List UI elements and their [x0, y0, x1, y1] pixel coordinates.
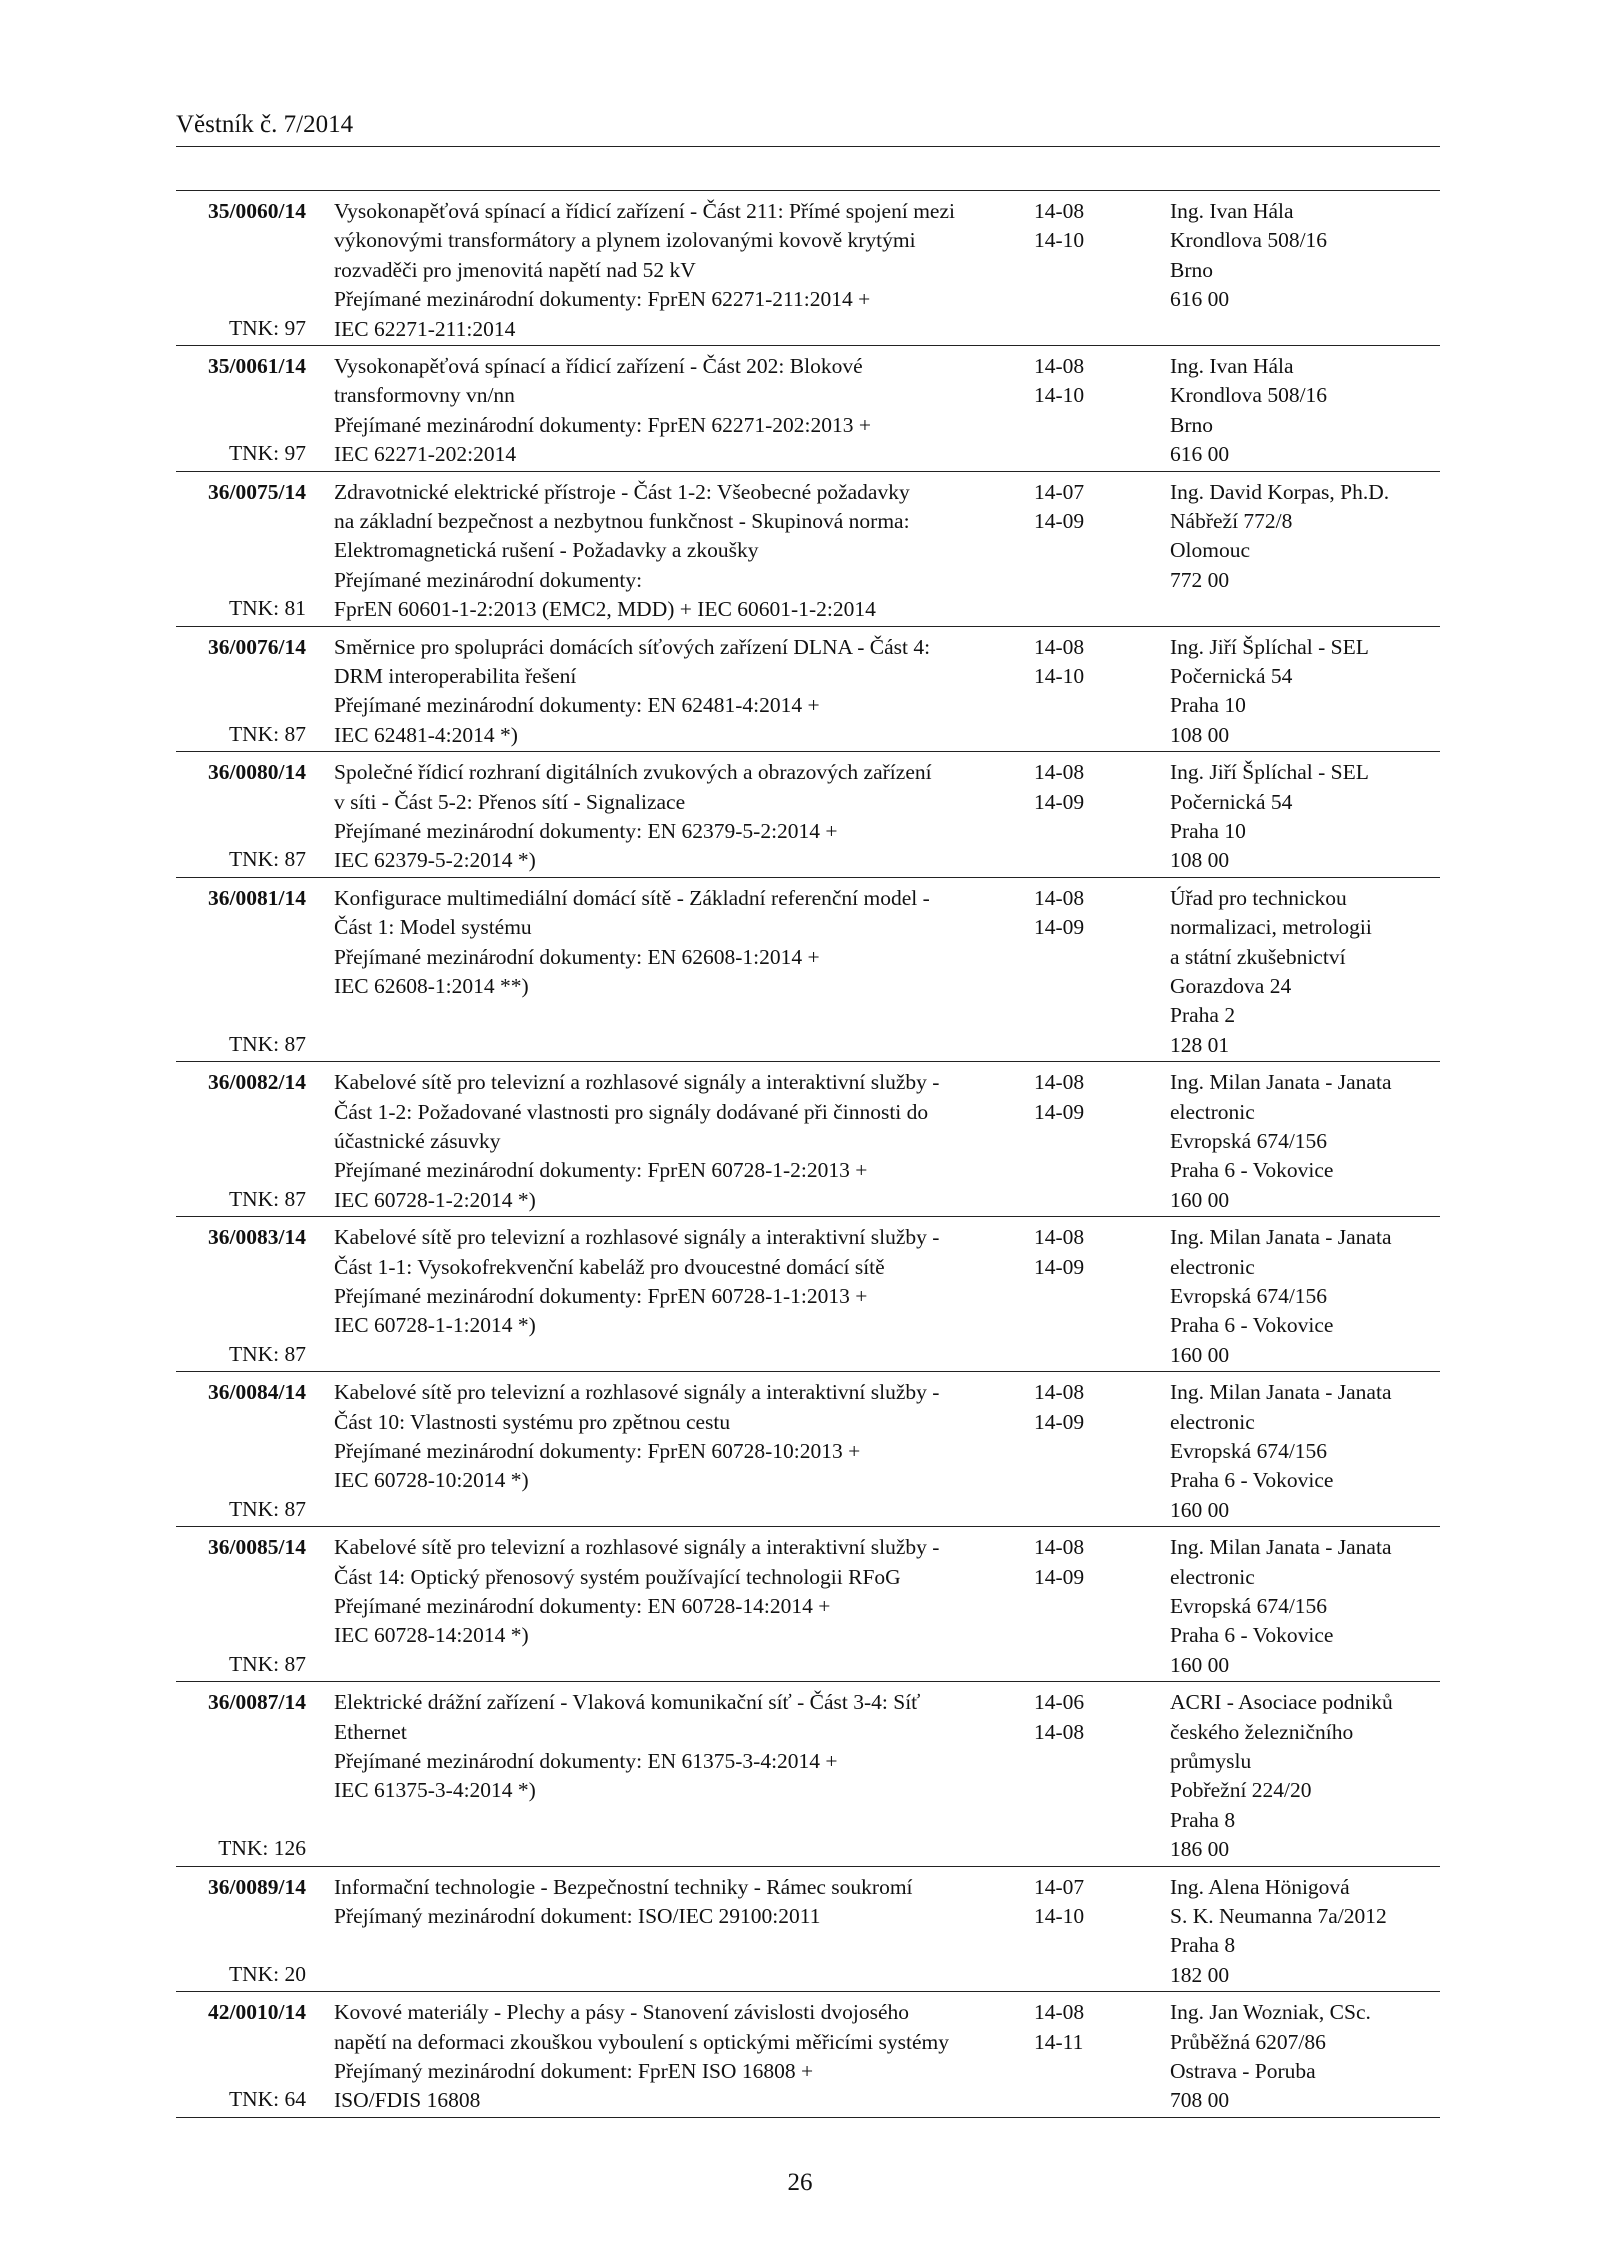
date-cell	[1034, 478, 1136, 624]
draft-number: 36/0080/14	[208, 760, 306, 785]
contact-line: S. K. Neumanna 7a/2012	[1170, 1903, 1387, 1928]
start-date: 14-08	[1034, 885, 1085, 910]
contact-line: Praha 10	[1170, 693, 1246, 718]
table-row	[176, 1527, 1440, 1682]
standard-description	[306, 1873, 1034, 1990]
end-date: 14-11	[1034, 2029, 1084, 2054]
start-date: 14-07	[1034, 1874, 1085, 1899]
date-cell	[1034, 1998, 1136, 2115]
contact-line: Nábřeží 772/8	[1170, 509, 1293, 533]
description-line: Přejímané mezinárodní dokumenty: FprEN 60728-1-2:2013 +	[334, 1158, 868, 1183]
table-row	[176, 752, 1440, 878]
description-line: napětí na deformaci zkouškou vyboulení s optickými měřicími systémy	[334, 2029, 950, 2054]
contact-line: 616 00	[1170, 287, 1230, 312]
standard-description	[306, 1068, 1034, 1214]
contact-line: průmyslu	[1170, 1748, 1252, 1773]
description-line: IEC 61375-3-4:2014 *)	[334, 1778, 536, 1803]
entry-id-cell	[176, 1223, 306, 1369]
standard-description	[306, 1998, 1034, 2115]
contact-line: Ing. David Korpas, Ph.D.	[1170, 479, 1390, 504]
table-row	[176, 1992, 1440, 2118]
draft-number: 36/0076/14	[208, 634, 306, 659]
table-row	[176, 627, 1440, 753]
draft-number: 36/0082/14	[208, 1070, 306, 1095]
contact-line: 160 00	[1170, 1652, 1230, 1677]
description-line: na základní bezpečnost a nezbytnou funkčnost - Skupinová norma:	[334, 509, 910, 533]
end-date: 14-09	[1034, 1564, 1085, 1589]
contact-line: Praha 8	[1170, 1807, 1236, 1832]
date-cell	[1034, 1378, 1136, 1524]
date-cell	[1034, 758, 1136, 875]
contact-line: 160 00	[1170, 1342, 1230, 1367]
tnk-label: TNK: 87	[228, 1186, 306, 1211]
draft-number: 36/0089/14	[208, 1874, 306, 1899]
description-line: Přejímané mezinárodní dokumenty: FprEN 60728-1-1:2013 +	[334, 1283, 868, 1308]
tnk-label: TNK: 87	[228, 1031, 306, 1056]
contact-line: Ing. Milan Janata - Janata	[1170, 1380, 1392, 1405]
contact-line: 708 00	[1170, 2088, 1230, 2113]
description-line: Část 1: Model systému	[334, 915, 532, 940]
contact-line: Evropská 674/156	[1170, 1593, 1328, 1618]
tnk-label: TNK: 97	[228, 315, 306, 340]
description-line: Vysokonapěťová spínací a řídicí zařízení - Část 202: Blokové	[334, 354, 863, 378]
standards-table	[176, 190, 1440, 2118]
standard-description	[306, 1378, 1034, 1524]
start-date: 14-07	[1034, 479, 1085, 504]
description-line: FprEN 60601-1-2:2013 (EMC2, MDD) + IEC 60601-1-2:2014	[334, 597, 876, 622]
draft-number: 42/0010/14	[208, 2000, 306, 2025]
description-line: Elektrické drážní zařízení - Vlaková komunikační síť - Část 3-4: Síť	[334, 1690, 921, 1715]
contact-line: a státní zkušebnictví	[1170, 944, 1346, 969]
description-line: Přejímaný mezinárodní dokument: FprEN ISO 16808 +	[334, 2058, 814, 2083]
description-line: Přejímané mezinárodní dokumenty: FprEN 62271-211:2014 +	[334, 287, 871, 312]
contact-line: Pobřežní 224/20	[1170, 1778, 1312, 1803]
start-date: 14-06	[1034, 1690, 1085, 1715]
description-line: ISO/FDIS 16808	[334, 2088, 481, 2113]
draft-number: 36/0084/14	[208, 1380, 306, 1405]
end-date: 14-08	[1034, 1719, 1085, 1744]
description-line: Ethernet	[334, 1719, 407, 1744]
contact-line: Počernická 54	[1170, 664, 1293, 688]
contact-line: 160 00	[1170, 1187, 1230, 1212]
description-line: Přejímané mezinárodní dokumenty: EN 62608-1:2014 +	[334, 944, 820, 969]
contact-line: Ing. Jiří Šplíchal - SEL	[1170, 634, 1369, 659]
tnk-label: TNK: 126	[218, 1836, 306, 1861]
contact-line: electronic	[1170, 1409, 1255, 1434]
standard-description	[306, 197, 1034, 343]
contact-line: Olomouc	[1170, 538, 1251, 563]
description-line: DRM interoperabilita řešení	[334, 664, 577, 688]
start-date: 14-08	[1034, 1225, 1085, 1250]
contact-line: Evropská 674/156	[1170, 1438, 1328, 1463]
description-line: transformovny vn/nn	[334, 383, 515, 408]
end-date: 14-09	[1034, 1409, 1085, 1434]
contact-line: Ing. Jan Wozniak, CSc.	[1170, 2000, 1371, 2025]
contact-line: Ostrava - Poruba	[1170, 2058, 1316, 2083]
description-line: IEC 62271-211:2014	[334, 316, 516, 341]
contact-line: 616 00	[1170, 442, 1230, 467]
entry-id-cell	[176, 1688, 306, 1863]
tnk-label: TNK: 87	[228, 721, 306, 746]
description-line: Přejímané mezinárodní dokumenty: EN 60728-14:2014 +	[334, 1593, 831, 1618]
description-line: IEC 62608-1:2014 **)	[334, 974, 529, 998]
table-row	[176, 346, 1440, 472]
contact-line: electronic	[1170, 1254, 1255, 1279]
standard-description	[306, 478, 1034, 624]
standard-description	[306, 758, 1034, 875]
entry-id-cell	[176, 1533, 306, 1679]
entry-id-cell	[176, 633, 306, 750]
description-line: Kabelové sítě pro televizní a rozhlasové signály a interaktivní služby -	[334, 1070, 940, 1095]
contact-line: 128 01	[1170, 1032, 1230, 1057]
description-line: IEC 60728-1-1:2014 *)	[334, 1313, 536, 1338]
end-date: 14-10	[1034, 664, 1085, 688]
date-cell	[1034, 197, 1136, 343]
description-line: IEC 60728-10:2014 *)	[334, 1468, 529, 1493]
table-row	[176, 1217, 1440, 1372]
date-cell	[1034, 1223, 1136, 1369]
description-line: Elektromagnetická rušení - Požadavky a zkoušky	[334, 538, 759, 563]
entry-id-cell	[176, 1873, 306, 1990]
tnk-label: TNK: 81	[228, 596, 306, 621]
description-line: Část 1-2: Požadované vlastnosti pro signály dodávané při činnosti do	[334, 1099, 929, 1124]
end-date: 14-10	[1034, 228, 1085, 253]
description-line: IEC 62379-5-2:2014 *)	[334, 848, 536, 873]
contact-line: Evropská 674/156	[1170, 1128, 1328, 1153]
contact-line: ACRI - Asociace podniků	[1170, 1690, 1393, 1715]
end-date: 14-09	[1034, 1254, 1085, 1279]
date-cell	[1034, 884, 1136, 1059]
start-date: 14-08	[1034, 354, 1085, 378]
start-date: 14-08	[1034, 634, 1085, 659]
entry-id-cell	[176, 884, 306, 1059]
description-line: IEC 60728-1-2:2014 *)	[334, 1187, 536, 1212]
contact-line: Evropská 674/156	[1170, 1283, 1328, 1308]
description-line: Kabelové sítě pro televizní a rozhlasové signály a interaktivní služby -	[334, 1225, 940, 1250]
description-line: Přejímané mezinárodní dokumenty: FprEN 62271-202:2013 +	[334, 412, 871, 437]
description-line: v síti - Část 5-2: Přenos sítí - Signalizace	[334, 789, 686, 814]
entry-id-cell	[176, 1998, 306, 2115]
description-line: výkonovými transformátory a plynem izolovanými kovově krytými	[334, 228, 916, 253]
contact-line: Brno	[1170, 412, 1213, 437]
description-line: Kovové materiály - Plechy a pásy - Stanovení závislosti dvojosého	[334, 2000, 909, 2025]
contact-line: Praha 2	[1170, 1003, 1236, 1028]
end-date: 14-10	[1034, 1903, 1085, 1928]
contact-address	[1136, 352, 1440, 469]
contact-address	[1136, 1688, 1440, 1863]
description-line: Přejímané mezinárodní dokumenty: EN 62481-4:2014 +	[334, 693, 820, 718]
description-line: Část 14: Optický přenosový systém používající technologii RFoG	[334, 1564, 901, 1589]
contact-line: Průběžná 6207/86	[1170, 2029, 1326, 2054]
contact-address	[1136, 478, 1440, 624]
table-row	[176, 878, 1440, 1062]
contact-address	[1136, 1068, 1440, 1214]
start-date: 14-08	[1034, 1070, 1085, 1095]
contact-address	[1136, 1378, 1440, 1524]
description-line: IEC 60728-14:2014 *)	[334, 1623, 529, 1648]
start-date: 14-08	[1034, 1380, 1085, 1405]
table-row	[176, 191, 1440, 346]
entry-id-cell	[176, 1068, 306, 1214]
table-row	[176, 1062, 1440, 1217]
description-line: Zdravotnické elektrické přístroje - Část 1-2: Všeobecné požadavky	[334, 479, 910, 504]
date-cell	[1034, 1533, 1136, 1679]
contact-line: 182 00	[1170, 1962, 1230, 1987]
table-row	[176, 1372, 1440, 1527]
contact-line: Krondlova 508/16	[1170, 383, 1328, 408]
table-row	[176, 1867, 1440, 1993]
draft-number: 36/0085/14	[208, 1535, 306, 1560]
contact-address	[1136, 1223, 1440, 1369]
start-date: 14-08	[1034, 1535, 1085, 1560]
description-line: Směrnice pro spolupráci domácích síťových zařízení DLNA - Část 4:	[334, 634, 931, 659]
description-line: Část 10: Vlastnosti systému pro zpětnou cestu	[334, 1409, 731, 1434]
contact-line: electronic	[1170, 1099, 1255, 1124]
description-line: Informační technologie - Bezpečnostní techniky - Rámec soukromí	[334, 1874, 913, 1899]
contact-line: Ing. Milan Janata - Janata	[1170, 1535, 1392, 1560]
standard-description	[306, 1223, 1034, 1369]
draft-number: 36/0087/14	[208, 1690, 306, 1715]
tnk-label: TNK: 87	[228, 847, 306, 872]
description-line: Kabelové sítě pro televizní a rozhlasové signály a interaktivní služby -	[334, 1535, 940, 1560]
table-row	[176, 1682, 1440, 1866]
entry-id-cell	[176, 758, 306, 875]
standard-description	[306, 884, 1034, 1059]
tnk-label: TNK: 87	[228, 1496, 306, 1521]
contact-address	[1136, 1998, 1440, 2115]
contact-address	[1136, 633, 1440, 750]
contact-line: českého železničního	[1170, 1719, 1354, 1744]
draft-number: 36/0081/14	[208, 885, 306, 910]
contact-line: 160 00	[1170, 1497, 1230, 1522]
standard-description	[306, 1533, 1034, 1679]
date-cell	[1034, 352, 1136, 469]
contact-line: Gorazdova 24	[1170, 974, 1292, 998]
draft-number: 35/0060/14	[208, 199, 306, 223]
contact-address	[1136, 884, 1440, 1059]
description-line: účastnické zásuvky	[334, 1128, 501, 1153]
contact-line: Praha 6 - Vokovice	[1170, 1313, 1334, 1338]
date-cell	[1034, 633, 1136, 750]
date-cell	[1034, 1068, 1136, 1214]
standard-description	[306, 352, 1034, 469]
start-date: 14-08	[1034, 199, 1085, 223]
description-line: Přejímané mezinárodní dokumenty: EN 61375-3-4:2014 +	[334, 1748, 838, 1773]
contact-line: Počernická 54	[1170, 789, 1293, 814]
end-date: 14-09	[1034, 509, 1085, 533]
entries-list	[176, 191, 1440, 2118]
description-line: Přejímané mezinárodní dokumenty:	[334, 567, 643, 592]
entry-id-cell	[176, 197, 306, 343]
contact-line: Ing. Alena Hönigová	[1170, 1874, 1350, 1899]
contact-line: normalizaci, metrologii	[1170, 915, 1372, 940]
contact-line: Ing. Jiří Šplíchal - SEL	[1170, 760, 1369, 785]
draft-number: 35/0061/14	[208, 354, 306, 378]
end-date: 14-09	[1034, 915, 1085, 940]
draft-number: 36/0075/14	[208, 479, 306, 504]
table-row	[176, 472, 1440, 627]
standard-description	[306, 633, 1034, 750]
contact-address	[1136, 758, 1440, 875]
contact-line: Praha 6 - Vokovice	[1170, 1468, 1334, 1493]
description-line: Přejímané mezinárodní dokumenty: EN 62379-5-2:2014 +	[334, 819, 838, 843]
draft-number: 36/0083/14	[208, 1225, 306, 1250]
page-header	[176, 110, 1440, 147]
entry-id-cell	[176, 478, 306, 624]
contact-line: Ing. Milan Janata - Janata	[1170, 1225, 1392, 1250]
description-line: Přejímaný mezinárodní dokument: ISO/IEC 29100:2011	[334, 1903, 821, 1928]
page-number: 26	[787, 2169, 813, 2196]
contact-line: 186 00	[1170, 1837, 1230, 1862]
contact-line: Praha 8	[1170, 1933, 1236, 1958]
contact-line: 108 00	[1170, 722, 1230, 747]
description-line: Kabelové sítě pro televizní a rozhlasové signály a interaktivní služby -	[334, 1380, 940, 1405]
tnk-label: TNK: 87	[228, 1341, 306, 1366]
tnk-label: TNK: 97	[228, 441, 306, 466]
entry-id-cell	[176, 1378, 306, 1524]
contact-line: Praha 6 - Vokovice	[1170, 1158, 1334, 1183]
description-line: Vysokonapěťová spínací a řídicí zařízení - Část 211: Přímé spojení mezi	[334, 199, 955, 223]
description-line: IEC 62271-202:2014	[334, 442, 517, 467]
contact-address	[1136, 197, 1440, 343]
contact-line: 772 00	[1170, 567, 1230, 592]
start-date: 14-08	[1034, 2000, 1085, 2025]
end-date: 14-09	[1034, 1099, 1085, 1124]
contact-address	[1136, 1533, 1440, 1679]
date-cell	[1034, 1873, 1136, 1990]
tnk-label: TNK: 20	[228, 1961, 306, 1986]
contact-address	[1136, 1873, 1440, 1990]
description-line: Část 1-1: Vysokofrekvenční kabeláž pro dvoucestné domácí sítě	[334, 1254, 885, 1279]
description-line: Přejímané mezinárodní dokumenty: FprEN 60728-10:2013 +	[334, 1438, 861, 1463]
standard-description	[306, 1688, 1034, 1863]
end-date: 14-10	[1034, 383, 1085, 408]
date-cell	[1034, 1688, 1136, 1863]
description-line: rozvaděči pro jmenovitá napětí nad 52 kV	[334, 257, 696, 282]
contact-line: Úřad pro technickou	[1170, 885, 1347, 910]
contact-line: electronic	[1170, 1564, 1255, 1589]
end-date: 14-09	[1034, 789, 1085, 814]
entry-id-cell	[176, 352, 306, 469]
contact-line: Ing. Ivan Hála	[1170, 354, 1294, 378]
tnk-label: TNK: 64	[228, 2087, 306, 2112]
contact-line: 108 00	[1170, 848, 1230, 873]
description-line: IEC 62481-4:2014 *)	[334, 722, 518, 747]
contact-line: Brno	[1170, 257, 1213, 282]
description-line: Konfigurace multimediální domácí sítě - Základní referenční model -	[334, 885, 930, 910]
contact-line: Ing. Ivan Hála	[1170, 199, 1294, 223]
contact-line: Praha 10	[1170, 819, 1246, 843]
tnk-label: TNK: 87	[228, 1651, 306, 1676]
start-date: 14-08	[1034, 760, 1085, 785]
contact-line: Krondlova 508/16	[1170, 228, 1328, 253]
contact-line: Praha 6 - Vokovice	[1170, 1623, 1334, 1648]
description-line: Společné řídicí rozhraní digitálních zvukových a obrazových zařízení	[334, 760, 932, 785]
bulletin-title: Věstník č. 7/2014	[176, 111, 354, 138]
contact-line: Ing. Milan Janata - Janata	[1170, 1070, 1392, 1095]
